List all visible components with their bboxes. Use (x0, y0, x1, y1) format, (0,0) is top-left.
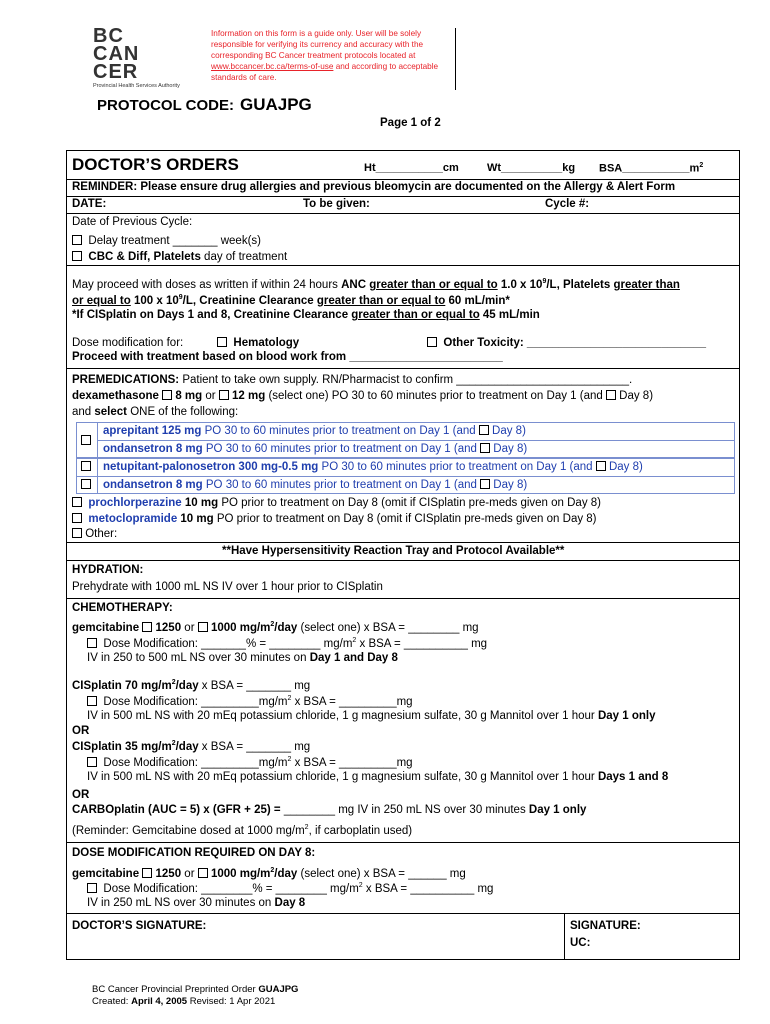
dex-day8-checkbox[interactable] (606, 390, 616, 400)
delay-option[interactable] (72, 235, 261, 247)
cisplatin70-line: CISplatin 70 $mg/m^2$/day x BSA = _______ mg (72, 679, 311, 692)
cisplatin70-iv-line: IV in 500 mL NS with 20 mEq potassium chloride, 1 g magnesium sulfate, 30 g Mannitol over 1 hour Day 1 only (87, 710, 656, 722)
height-field[interactable]: Ht___________cm (364, 162, 459, 174)
cis35-dose-mod-checkbox[interactable] (87, 757, 97, 767)
cbc-label: CBC & Diff, Platelets (88, 251, 201, 263)
disclaimer-part-2: and according to acceptable standards of care. (211, 62, 439, 82)
prochlorperazine-option[interactable]: prochlorperazine 10 mg PO prior to treatment on Day 8 (omit if CISplatin pre-meds given on Day 8) (72, 497, 601, 509)
aprepitant-group (76, 422, 735, 458)
gem-dose-mod-line: Dose Modification: _______% = ________ $mg/m^2$ x BSA = __________ mg (87, 637, 487, 650)
gem-iv-line: IV in 250 to 500 mL NS over 30 minutes on Day 1 and Day 8 (87, 652, 398, 664)
page-number: Page 1 of 2 (380, 117, 441, 129)
or-separator-1: OR (72, 725, 90, 737)
divider-7 (67, 913, 739, 914)
protocol-label: PROTOCOL CODE: (97, 97, 234, 114)
bsa-label: BSA___________m (599, 162, 700, 175)
metoclopramide-option[interactable]: metoclopramide 10 mg PO prior to treatment on Day 8 (omit if CISplatin pre-meds given on Day 8) (72, 513, 597, 525)
hypersensitivity-note: **Have Hypersensitivity Reaction Tray and Protocol Available** (222, 545, 565, 557)
metoclopramide-checkbox[interactable] (72, 513, 82, 523)
disclaimer-part-1: Information on this form is a guide only. User will be solely responsible for verifying its currency and accuracy with the corresponding BC Cancer treatment protocols located at (211, 29, 424, 60)
day8-gem-1000-checkbox[interactable] (198, 868, 208, 878)
cisplatin70-dose-mod-line: Dose Modification: $\_\_\_\_\_\_\_\_\_mg/m^2$ x BSA = _________mg (87, 695, 413, 708)
protocol-code-value: GUAJPG (239, 95, 312, 114)
divider-6 (67, 842, 739, 843)
cbc-rest: day of treatment (200, 251, 288, 263)
hydration-text: Prehydrate with 1000 mL NS IV over 1 hour prior to CISplatin (72, 581, 383, 593)
gem-1250-checkbox[interactable] (142, 622, 152, 632)
divider-1 (67, 265, 739, 266)
delay-label: Delay treatment _______ week(s) (88, 235, 261, 247)
cis70-dose-mod-checkbox[interactable] (87, 696, 97, 706)
reminder-row (67, 179, 739, 197)
logo-line-1: BC (93, 25, 124, 47)
hematology-option[interactable]: Hematology (217, 337, 299, 349)
day8-gemcitabine-line: gemcitabine 1250 or 1000 $mg/m^2$/day (select one) x BSA = ______ mg (72, 867, 466, 880)
cycle-field[interactable]: Cycle #: (545, 198, 590, 210)
orders-title-row (67, 151, 739, 180)
divider-5 (67, 598, 739, 599)
other-toxicity-option[interactable]: Other Toxicity: ____________________________ (427, 337, 706, 349)
other-toxicity-checkbox[interactable] (427, 337, 437, 347)
netupitant-day8-checkbox[interactable] (596, 461, 606, 471)
other-premed-checkbox[interactable] (72, 528, 82, 538)
form-footer (92, 984, 298, 1008)
aprepitant-line: aprepitant 125 mg PO 30 to 60 minutes prior to treatment on Day 1 (and Day 8) (103, 425, 526, 437)
dose-mod-for-label: Dose modification for: (72, 337, 184, 349)
gemcitabine-line: gemcitabine 1250 or 1000 $mg/m^2$/day (select one) x BSA = ________ mg (72, 621, 479, 634)
prev-cycle-field[interactable]: Date of Previous Cycle: (72, 216, 193, 228)
weight-field[interactable]: Wt__________kg (487, 162, 576, 174)
ondansetron-line-1: ondansetron 8 mg PO 30 to 60 minutes prior to treatment on Day 1 (and Day 8) (103, 443, 528, 455)
doctors-orders-form (66, 150, 740, 960)
other-premed-option[interactable]: Other: (72, 528, 117, 540)
cisplatin35-line: CISplatin 35 $mg/m^2$/day x BSA = _______ mg (72, 740, 311, 753)
divider-3 (67, 542, 739, 543)
to-be-given-field[interactable]: To be given: (303, 198, 370, 210)
premeds-title: PREMEDICATIONS: (72, 374, 180, 386)
or-separator-2: OR (72, 789, 90, 801)
footer-line-1: BC Cancer Provincial Preprinted Order GUAJPG (92, 984, 299, 995)
dex-8mg-checkbox[interactable] (162, 390, 172, 400)
dexamethasone-line: dexamethasone 8 mg or 12 mg (select one) PO 30 to 60 minutes prior to treatment on Day 1 (and Day 8) (72, 390, 654, 402)
disclaimer-text (211, 28, 453, 83)
date-row (67, 196, 739, 214)
proceed-blood-work[interactable]: Proceed with treatment based on blood work from ________________________ (72, 351, 503, 363)
logo-line-3: CER (93, 61, 139, 83)
doctor-signature-field[interactable]: DOCTOR’S SIGNATURE: (72, 920, 207, 932)
ondansetron1-day8-checkbox[interactable] (480, 443, 490, 453)
cbc-option[interactable] (72, 251, 287, 263)
bc-cancer-logo (93, 27, 203, 97)
orders-title: DOCTOR’S ORDERS (72, 155, 239, 174)
aprepitant-group-checkbox[interactable] (81, 435, 91, 445)
terms-link[interactable]: www.bccancer.bc.ca/terms-of-use (211, 62, 334, 71)
divider-4 (67, 560, 739, 561)
select-one-line: and select ONE of the following: (72, 406, 239, 418)
reminder-text: REMINDER: Please ensure drug allergies and previous bleomycin are documented on the Allergy & Alert Form (72, 181, 676, 193)
gem-1000-checkbox[interactable] (198, 622, 208, 632)
day8-gem-1250-checkbox[interactable] (142, 868, 152, 878)
header-divider (455, 28, 456, 90)
day8-iv-line: IV in 250 mL NS over 30 minutes on Day 8 (87, 897, 306, 909)
logo-line-2: CAN (93, 43, 140, 65)
proceed-line-3: *If CISplatin on Days 1 and 8, Creatinine Clearance greater than or equal to 45 mL/min (72, 309, 540, 321)
prev-cycle-row (67, 213, 739, 229)
proceed-line-2: or equal to 100 x $10^9/L$, Creatinine Clearance greater than or equal to 60 mL/min* (72, 294, 510, 307)
cbc-checkbox[interactable] (72, 251, 82, 261)
premed-intro-line: PREMEDICATIONS: Patient to take own supply. RN/Pharmacist to confirm ___________________________. (72, 374, 633, 386)
day8-dose-mod-checkbox[interactable] (87, 883, 97, 893)
cisplatin35-dose-mod-line: Dose Modification: $\_\_\_\_\_\_\_\_\_mg/m^2$ x BSA = _________mg (87, 756, 413, 769)
ondansetron-line-2: ondansetron 8 mg PO 30 to 60 minutes prior to treatment on Day 1 (and Day 8) (103, 479, 528, 491)
hematology-checkbox[interactable] (217, 337, 227, 347)
netupitant-checkbox[interactable] (81, 461, 91, 471)
date-field[interactable]: DATE: (72, 198, 107, 210)
chemotherapy-title: CHEMOTHERAPY: (72, 602, 173, 614)
netupitant-group (76, 458, 735, 494)
carboplatin-line: CARBOplatin (AUC = 5) x (GFR + 25) = ________ mg IV in 250 mL NS over 30 minutes Day 1 only (72, 804, 587, 816)
day8-title: DOSE MODIFICATION REQUIRED ON DAY 8: (72, 847, 316, 859)
netupitant-line: netupitant-palonosetron 300 mg-0.5 mg PO 30 to 60 minutes prior to treatment on Day 1 (and Day 8) (103, 461, 643, 473)
day8-dose-mod-line: Dose Modification: ________% = ________ $mg/m^2$ x BSA = __________ mg (87, 882, 493, 895)
prochlorperazine-checkbox[interactable] (72, 497, 82, 507)
cisplatin35-iv-line: IV in 500 mL NS with 20 mEq potassium chloride, 1 g magnesium sulfate, 30 g Mannitol over 1 hour Days 1 and 8 (87, 771, 669, 783)
uc-field[interactable]: UC: (570, 937, 591, 949)
bsa-field[interactable]: $BSA\_\_\_\_\_\_\_\_\_\_\_m^2$ (599, 162, 704, 175)
footer-line-2: Created: April 4, 2005 Revised: 1 Apr 2021 (92, 996, 276, 1007)
aprepitant-day8-checkbox[interactable] (479, 425, 489, 435)
ondansetron2-day8-checkbox[interactable] (480, 479, 490, 489)
delay-checkbox[interactable] (72, 235, 82, 245)
protocol-code (97, 95, 312, 115)
ondansetron2-checkbox[interactable] (81, 479, 91, 489)
carboplatin-reminder: (Reminder: Gemcitabine dosed at 1000 $mg/m^2$, if carboplatin used) (72, 824, 413, 837)
gem-dose-mod-checkbox[interactable] (87, 638, 97, 648)
proceed-line-1: May proceed with doses as written if within 24 hours ANC greater than or equal to 1.0 x $10^9/L$, Platelets greater than (72, 278, 680, 291)
logo-subtitle: Provincial Health Services Authority (93, 83, 180, 89)
hydration-title: HYDRATION: (72, 564, 144, 576)
signature-divider (564, 913, 565, 959)
divider-2 (67, 368, 739, 369)
signature-field[interactable]: SIGNATURE: (570, 920, 641, 932)
dex-12mg-checkbox[interactable] (219, 390, 229, 400)
